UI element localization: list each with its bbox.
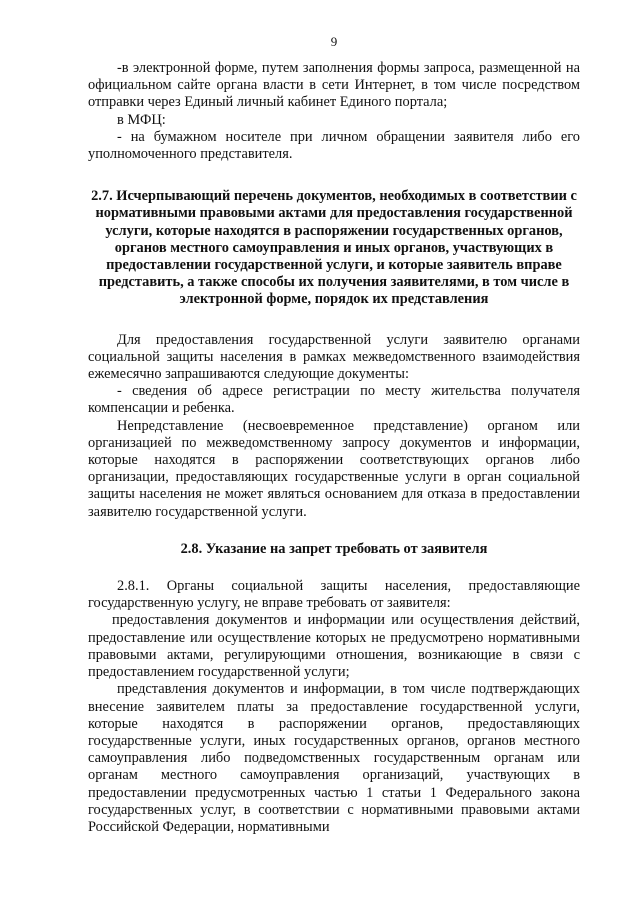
section-2-8-heading: 2.8. Указание на запрет требовать от заявителя: [180, 540, 488, 557]
page-number: 9: [330, 34, 338, 49]
section-2-8-paragraph-1: 2.8.1. Органы социальной защиты населения, предоставляющие государственную услугу, не вправе требовать от заявителя:: [88, 578, 580, 612]
intro-electronic-form-paragraph: -в электронной форме, путем заполнения формы запроса, размещенной на официальном сайте органа власти в сети Интернет, в том числе посредством отправки через Единый личный кабинет Единого портала;: [88, 60, 580, 111]
intro-mfc-paragraph: в МФЦ:: [117, 111, 166, 128]
spacer: [88, 309, 580, 332]
section-2-8-paragraph-3: представления документов и информации, в том числе подтверждающих внесение заявителем платы за предоставление государственной услуги, которые находятся в распоряжении органов, предоставляющих государственные услуги, иных государственных органов, органов местного самоуправления либо подведомственных государственным органам или органам местного самоуправления организаций, участвующих в предоставлении предусмотренных частью 1 статьи 1 Федерального закона государственных услуг, в соответствии с нормативными правовыми актами Российской Федерации, нормативными: [88, 681, 580, 835]
spacer: [88, 558, 580, 578]
section-2-7-paragraph-1: Для предоставления государственной услуги заявителю органами социальной защиты населения в рамках межведомственного взаимодействия ежемесячно запрашиваются следующие документы:: [88, 331, 580, 383]
spacer: [88, 163, 580, 188]
spacer: [88, 521, 580, 541]
section-2-7-paragraph-2: - сведения об адресе регистрации по месту жительства получателя компенсации и ребенка.: [88, 383, 580, 417]
section-2-7-heading: 2.7. Исчерпывающий перечень документов, необходимых в соответствии с нормативными правовыми актами для предоставления государственной услуги, которые находятся в распоряжении государственных органов, органов местного самоуправления и иных органов, участвующих в предоставлении государственной услуги, и которые заявитель вправе представить, а также способы их получения заявителями, в том числе в электронной форме, порядок их представления: [91, 188, 577, 308]
section-2-8-paragraph-2: предоставления документов и информации или осуществления действий, предоставление или осуществление которых не предусмотрено нормативными правовыми актами, регулирующими отношения, возникающие в связи с предоставлением государственной услуги;: [88, 612, 580, 681]
section-2-7-paragraph-3: Непредставление (несвоевременное представление) органом или организацией по межведомственному запросу документов и информации, которые находятся в распоряжении соответствующих органов либо организации, предоставляющих государственные услуги в орган социальной защиты населения не может являться основанием для отказа в предоставлении заявителю государственной услуги.: [88, 417, 580, 520]
intro-paper-paragraph: - на бумажном носителе при личном обращении заявителя либо его уполномоченного представителя.: [88, 128, 580, 163]
